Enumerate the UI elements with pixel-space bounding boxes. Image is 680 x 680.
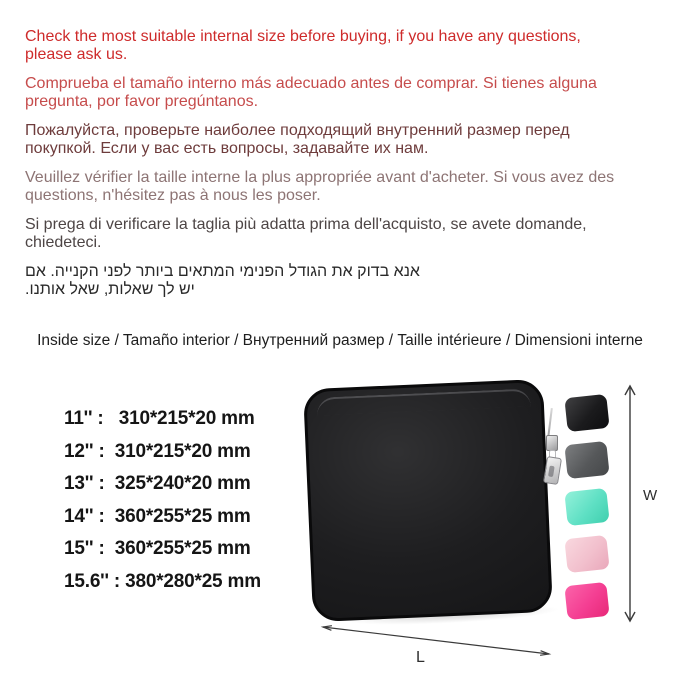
inside-size-header: Inside size / Tamaño interior / Внутренний размер / Taille intérieure / Dimensioni interne xyxy=(37,332,643,349)
notice-spanish xyxy=(25,75,680,110)
color-swatch-light-pink xyxy=(564,535,609,573)
length-dimension-arrow xyxy=(306,612,576,674)
notice-russian xyxy=(25,122,680,157)
size-row-15: 15'' : 360*255*25 mm xyxy=(64,538,251,560)
notice-line: Comprueba el tamaño interno más adecuado antes de comprar. Si tienes alguna xyxy=(25,75,597,92)
color-swatch-gray xyxy=(564,441,609,479)
notice-line: chiedeteci. xyxy=(25,233,102,251)
notice-italian xyxy=(25,216,680,251)
width-label: W xyxy=(643,487,658,504)
color-swatch-mint xyxy=(564,488,609,526)
notice-line: покупкой. Если у вас есть вопросы, задавайте их нам. xyxy=(25,139,429,157)
color-swatch-black xyxy=(564,394,609,432)
laptop-sleeve-image xyxy=(303,379,553,622)
zipper-cord-icon xyxy=(547,408,553,438)
notice-line: questions, n'hésitez pas à nous les poser. xyxy=(25,186,321,204)
size-row-15-6: 15.6'' : 380*280*25 mm xyxy=(64,570,261,592)
size-table xyxy=(64,403,261,599)
notice-hebrew xyxy=(25,263,680,298)
notice-section xyxy=(0,0,680,298)
zipper-slider-icon xyxy=(546,435,558,451)
size-row-14: 14'' : 360*255*25 mm xyxy=(64,505,251,527)
notice-french xyxy=(25,169,680,204)
notice-line: please ask us. xyxy=(25,45,128,63)
width-dimension-arrow xyxy=(610,380,672,632)
size-row-12: 12'' : 310*215*20 mm xyxy=(64,440,251,462)
zipper-pull-icon xyxy=(543,456,562,485)
notice-line: Check the most suitable internal size before buying, if you have any questions, xyxy=(25,28,581,45)
notice-line: .ונתוא לאש ,תולאש ךל שי xyxy=(25,280,195,298)
notice-line: םא .היינקה ינפל רתויב םיאתמה ימינפה לדוגה תא קודב אנא xyxy=(25,263,420,280)
notice-line: Пожалуйста, проверьте наиболее подходящий внутренний размер перед xyxy=(25,122,570,139)
size-row-11: 11'' : 310*215*20 mm xyxy=(64,408,255,429)
notice-line: Veuillez vérifier la taille interne la plus appropriée avant d'acheter. Si vous avez des xyxy=(25,169,615,186)
notice-line: pregunta, por favor pregúntanos. xyxy=(25,92,259,110)
length-label: L xyxy=(416,649,425,666)
notice-line: Si prega di verificare la taglia più adatta prima dell'acquisto, se avete domande, xyxy=(25,216,587,233)
size-row-13: 13'' : 325*240*20 mm xyxy=(64,473,251,495)
notice-english xyxy=(25,28,680,63)
